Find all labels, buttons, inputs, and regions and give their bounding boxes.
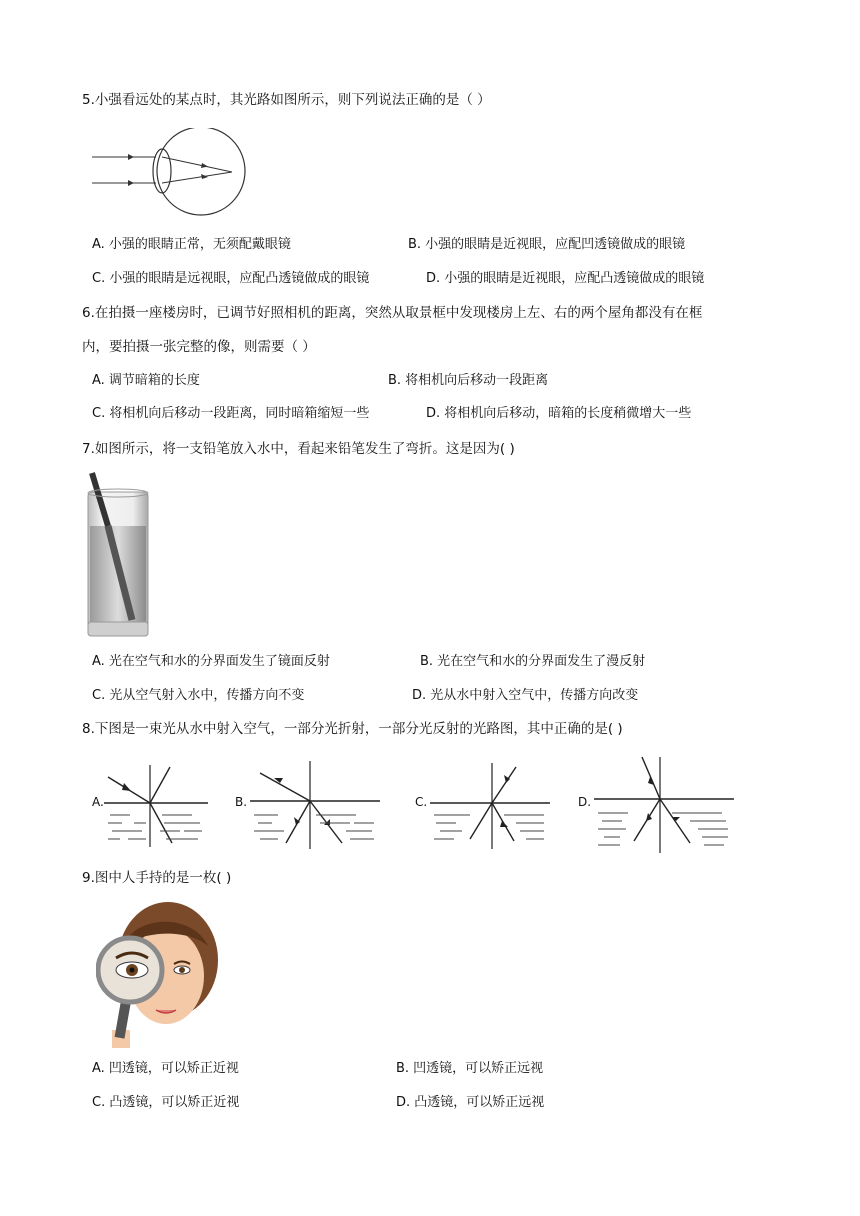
q8-figure-label-d[interactable]: D. bbox=[578, 795, 592, 809]
q9-option-a[interactable]: A. 凹透镜，可以矫正近视 bbox=[92, 1061, 239, 1076]
q5-option-a[interactable]: A. 小强的眼睛正常，无须配戴眼镜 bbox=[92, 237, 291, 252]
q7-option-c[interactable]: C. 光从空气射入水中，传播方向不变 bbox=[92, 688, 305, 703]
q8-figure-label-c[interactable]: C. bbox=[415, 795, 428, 809]
q9-option-c[interactable]: C. 凸透镜，可以矫正近视 bbox=[92, 1095, 240, 1110]
q8-figure-label-a[interactable]: A. bbox=[92, 795, 104, 809]
q5-option-d[interactable]: D. 小强的眼睛是近视眼，应配凸透镜做成的眼镜 bbox=[426, 271, 705, 286]
q8-diagram-c bbox=[430, 761, 550, 849]
question-9-stem: 9.图中人手持的是一枚( ) bbox=[82, 870, 232, 886]
question-6-stem-line1: 6.在拍摄一座楼房时，已调节好照相机的距离，突然从取景框中发现楼房上左、右的两个屋角都没有在框 bbox=[82, 305, 703, 321]
question-8-stem: 8.下图是一束光从水中射入空气，一部分光折射，一部分光反射的光路图，其中正确的是( ) bbox=[82, 721, 623, 737]
q7-option-b[interactable]: B. 光在空气和水的分界面发生了漫反射 bbox=[420, 654, 646, 669]
q8-figure-label-b[interactable]: B. bbox=[235, 795, 248, 809]
q6-option-b[interactable]: B. 将相机向后移动一段距离 bbox=[388, 373, 549, 388]
q6-option-d[interactable]: D. 将相机向后移动，暗箱的长度稍微增大一些 bbox=[426, 406, 692, 421]
q9-option-d[interactable]: D. 凸透镜，可以矫正远视 bbox=[396, 1095, 545, 1110]
q8-diagram-a bbox=[104, 763, 208, 847]
q5-option-b[interactable]: B. 小强的眼睛是近视眼，应配凹透镜做成的眼镜 bbox=[408, 237, 686, 252]
pencil-in-water-figure bbox=[86, 470, 152, 638]
q8-diagram-b bbox=[250, 759, 380, 849]
q9-option-b[interactable]: B. 凹透镜，可以矫正远视 bbox=[396, 1061, 544, 1076]
eye-lightpath-figure bbox=[90, 128, 250, 228]
q6-option-a[interactable]: A. 调节暗箱的长度 bbox=[92, 373, 200, 388]
q7-option-a[interactable]: A. 光在空气和水的分界面发生了镜面反射 bbox=[92, 654, 330, 669]
q6-option-c[interactable]: C. 将相机向后移动一段距离，同时暗箱缩短一些 bbox=[92, 406, 370, 421]
q8-diagram-d bbox=[594, 755, 734, 853]
q5-option-c[interactable]: C. 小强的眼睛是远视眼，应配凸透镜做成的眼镜 bbox=[92, 271, 370, 286]
question-5-stem: 5.小强看远处的某点时，其光路如图所示，则下列说法正确的是（ ） bbox=[82, 92, 491, 108]
question-7-stem: 7.如图所示，将一支铅笔放入水中，看起来铅笔发生了弯折。这是因为( ) bbox=[82, 441, 515, 457]
q7-option-d[interactable]: D. 光从水中射入空气中，传播方向改变 bbox=[412, 688, 639, 703]
question-6-stem-line2: 内，要拍摄一张完整的像，则需要（ ） bbox=[82, 339, 316, 355]
magnifier-person-figure bbox=[96, 898, 220, 1048]
